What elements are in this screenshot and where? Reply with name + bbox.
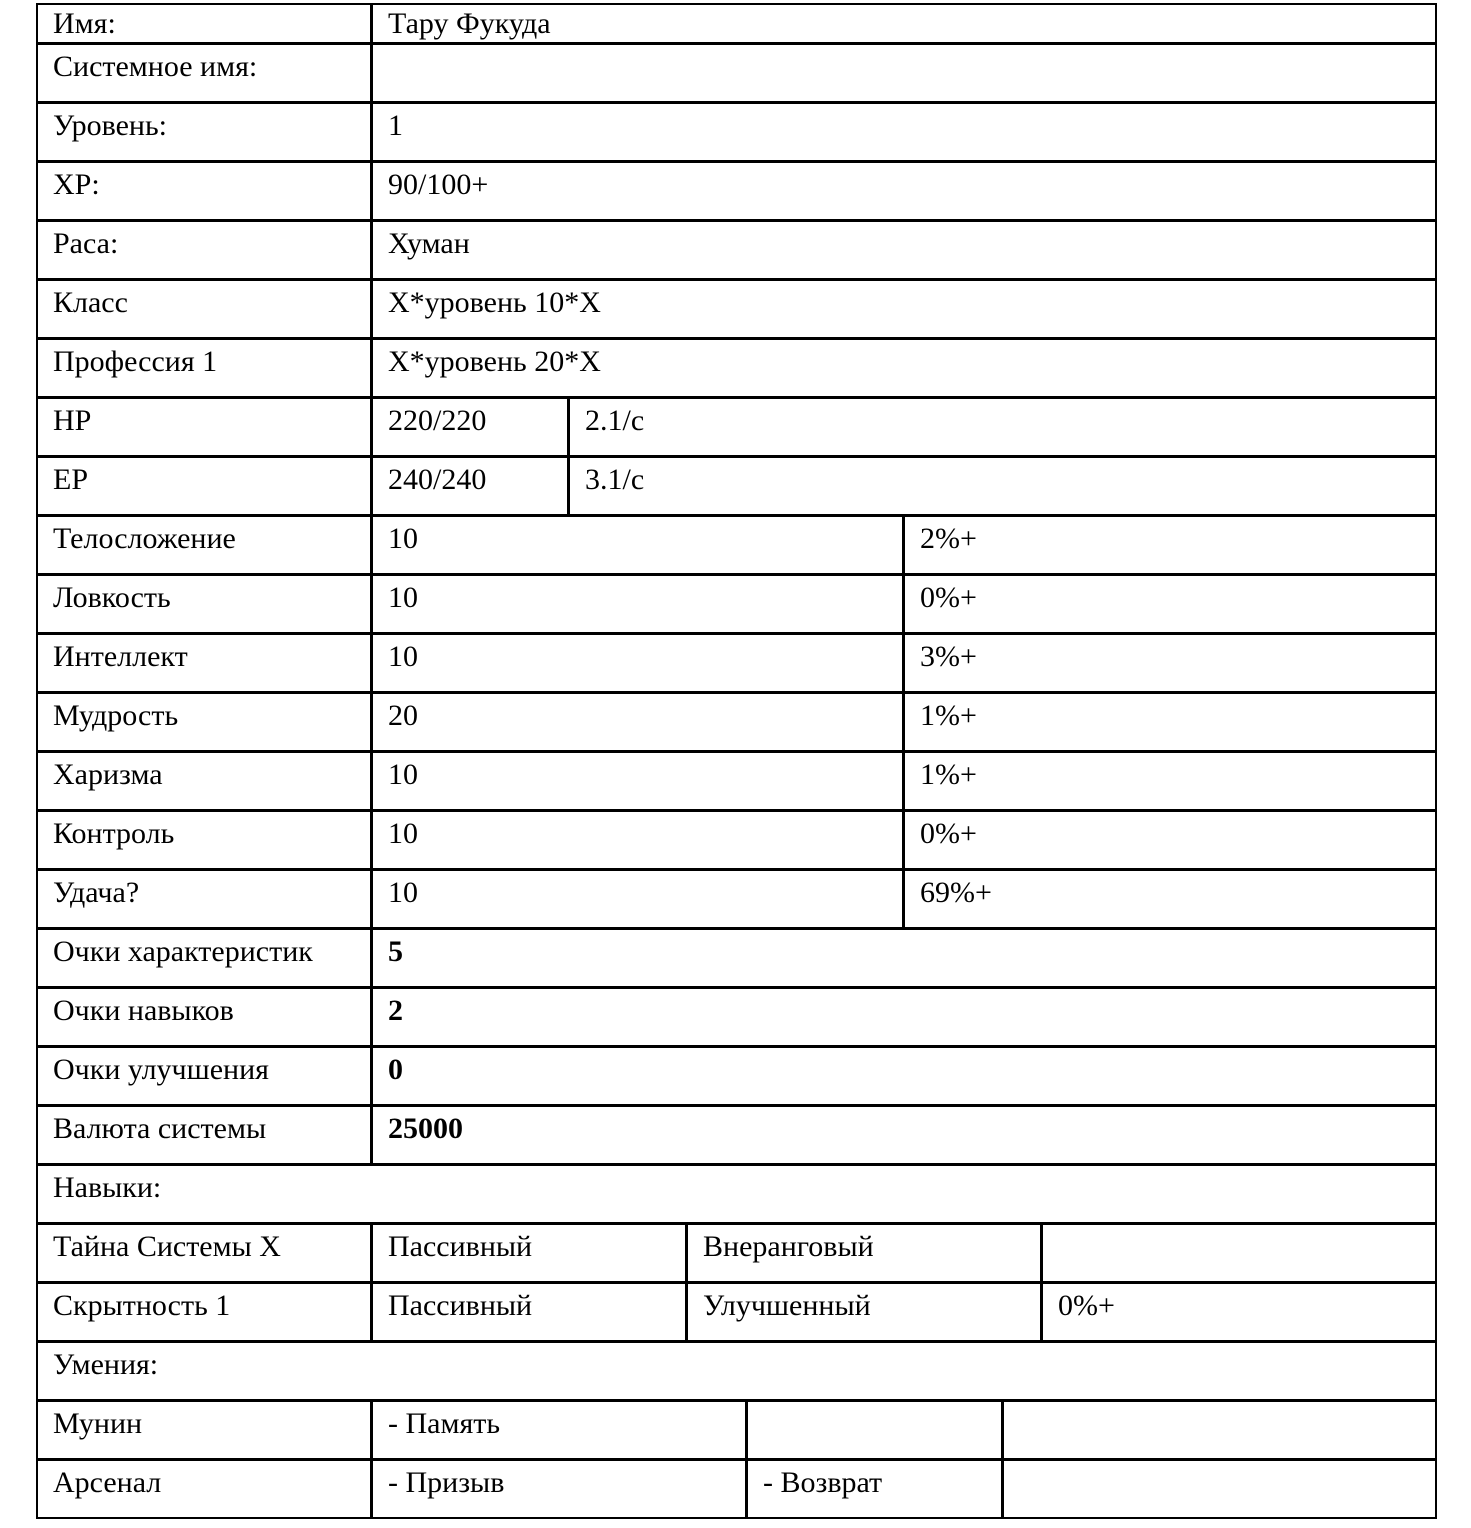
ep-label: EP	[36, 456, 372, 516]
points-label: Очки улучшения	[36, 1046, 372, 1106]
attribute-bonus: 0%+	[903, 810, 1437, 870]
skills-header: Навыки:	[36, 1164, 1437, 1224]
currency-value: 25000	[371, 1105, 1437, 1165]
skill-progress	[1041, 1223, 1437, 1283]
ability-action: - Возврат	[746, 1459, 1003, 1519]
race-label: Раса:	[36, 220, 372, 280]
points-label: Очки навыков	[36, 987, 372, 1047]
skill-name: Скрытность 1	[36, 1282, 372, 1342]
row-ability	[37, 1401, 1437, 1461]
row-hp	[37, 398, 1437, 458]
row-attribute	[37, 870, 1437, 930]
attribute-bonus: 69%+	[903, 869, 1437, 929]
class-value: X*уровень 10*X	[371, 279, 1437, 339]
ability-action	[1002, 1459, 1437, 1519]
ep-value: 240/240	[371, 456, 569, 516]
attribute-bonus: 0%+	[903, 574, 1437, 634]
row-points	[37, 988, 1437, 1048]
system-name-value	[371, 43, 1437, 103]
character-sheet-table	[37, 4, 1437, 1520]
row-points	[37, 1106, 1437, 1166]
row-attribute	[37, 693, 1437, 753]
attribute-label: Интеллект	[36, 633, 372, 693]
attribute-label: Телосложение	[36, 515, 372, 575]
row-attribute	[37, 516, 1437, 576]
currency-label: Валюта системы	[36, 1105, 372, 1165]
ability-action	[746, 1400, 1003, 1460]
level-label: Уровень:	[36, 102, 372, 162]
skill-rank: Улучшенный	[686, 1282, 1042, 1342]
row-attribute	[37, 575, 1437, 635]
profession-label: Профессия 1	[36, 338, 372, 398]
skill-type: Пассивный	[371, 1223, 687, 1283]
row-name	[37, 4, 1437, 45]
row-points	[37, 1047, 1437, 1107]
points-value: 0	[371, 1046, 1437, 1106]
attribute-value: 10	[371, 515, 904, 575]
attribute-value: 10	[371, 810, 904, 870]
ability-action	[1002, 1400, 1437, 1460]
ability-name: Арсенал	[36, 1459, 372, 1519]
skill-progress: 0%+	[1041, 1282, 1437, 1342]
hp-regen: 2.1/с	[568, 397, 1437, 457]
row-xp	[37, 162, 1437, 222]
row-attribute	[37, 752, 1437, 812]
attribute-value: 10	[371, 574, 904, 634]
name-value: Тару Фукуда	[371, 3, 1437, 44]
row-race	[37, 221, 1437, 281]
name-label: Имя:	[36, 3, 372, 44]
attribute-bonus: 3%+	[903, 633, 1437, 693]
row-class	[37, 280, 1437, 340]
row-skill	[37, 1283, 1437, 1343]
row-ep	[37, 457, 1437, 517]
attribute-value: 10	[371, 633, 904, 693]
attribute-label: Мудрость	[36, 692, 372, 752]
attribute-label: Удача?	[36, 869, 372, 929]
ability-name: Мунин	[36, 1400, 372, 1460]
ep-regen: 3.1/с	[568, 456, 1437, 516]
row-skills-header	[37, 1165, 1437, 1225]
row-abilities-header	[37, 1342, 1437, 1402]
skill-type: Пассивный	[371, 1282, 687, 1342]
abilities-header: Умения:	[36, 1341, 1437, 1401]
points-label: Очки характеристик	[36, 928, 372, 988]
skill-name: Тайна Системы X	[36, 1223, 372, 1283]
skill-rank: Внеранговый	[686, 1223, 1042, 1283]
attribute-label: Контроль	[36, 810, 372, 870]
attribute-label: Харизма	[36, 751, 372, 811]
points-value: 5	[371, 928, 1437, 988]
ability-action: - Память	[371, 1400, 747, 1460]
hp-value: 220/220	[371, 397, 569, 457]
attribute-value: 10	[371, 751, 904, 811]
row-attribute	[37, 811, 1437, 871]
attribute-value: 20	[371, 692, 904, 752]
row-ability	[37, 1460, 1437, 1520]
row-points	[37, 929, 1437, 989]
class-label: Класс	[36, 279, 372, 339]
attribute-bonus: 1%+	[903, 692, 1437, 752]
race-value: Хуман	[371, 220, 1437, 280]
profession-value: X*уровень 20*X	[371, 338, 1437, 398]
row-attribute	[37, 634, 1437, 694]
xp-value: 90/100+	[371, 161, 1437, 221]
xp-label: XP:	[36, 161, 372, 221]
row-skill	[37, 1224, 1437, 1284]
hp-label: HP	[36, 397, 372, 457]
attribute-label: Ловкость	[36, 574, 372, 634]
system-name-label: Системное имя:	[36, 43, 372, 103]
attribute-value: 10	[371, 869, 904, 929]
attribute-bonus: 2%+	[903, 515, 1437, 575]
row-profession	[37, 339, 1437, 399]
ability-action: - Призыв	[371, 1459, 747, 1519]
row-system-name	[37, 44, 1437, 104]
attribute-bonus: 1%+	[903, 751, 1437, 811]
points-value: 2	[371, 987, 1437, 1047]
level-value: 1	[371, 102, 1437, 162]
row-level	[37, 103, 1437, 163]
